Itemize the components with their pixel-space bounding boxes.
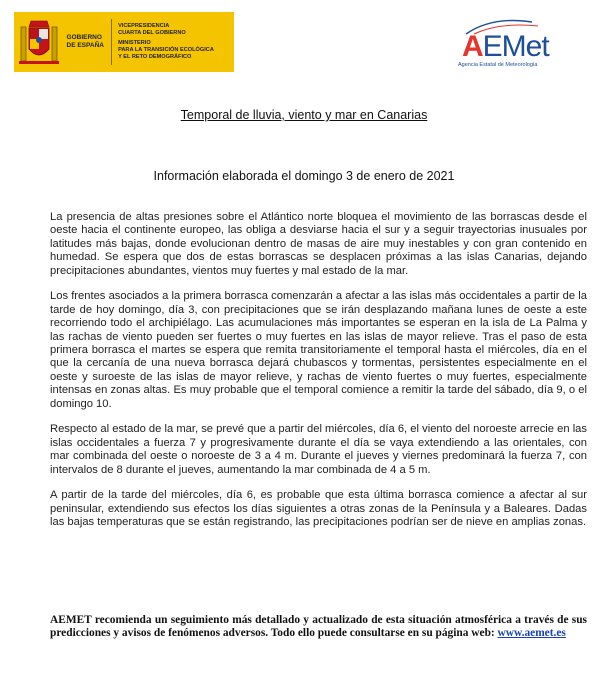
footer-text: AEMET recomienda un seguimiento más detallado y actualizado de esta situación atmosférica a través de sus predicciones y avisos de fenómenos adversos. Todo ello puede consultarse en su página web: [50, 614, 587, 640]
footer-recommendation [50, 614, 587, 641]
aemet-wordmark-rest: EMet [482, 30, 549, 63]
document-title: Temporal de lluvia, viento y mar en Canarias [180, 108, 428, 122]
paragraph: Respecto al estado de la mar, se prevé que a partir del miércoles, día 6, el viento del noroeste arrecie en las islas occidentales a fuerza 7 y progresivamente durante el día se vaya extendiendo a las orientales, con mar combinada del oeste o noroeste de 3 a 4 m. Durante el jueves y viernes predominará la fuerza 7, con intervalos de 8 durante el jueves, aumentando la mar combinada de 4 a 5 m. [50, 423, 587, 476]
document-body [50, 211, 587, 542]
aemet-subtitle: Agencia Estatal de Meteorología [458, 62, 538, 68]
paragraph: A partir de la tarde del miércoles, día 6, es probable que esta última borrasca comience a afectar al sur peninsular, extendiendo sus efectos los días siguientes a otras zonas de la Península y a Baleares. Dadas las bajas temperaturas que se están registrando, las precipitaciones podrían ser de nieve en amplias zonas. [50, 489, 587, 529]
aemet-website-link[interactable]: www.aemet.es [497, 627, 566, 640]
gov-name: GOBIERNO DE ESPAÑA [66, 34, 104, 49]
paragraph: Los frentes asociados a la primera borrasca comenzarán a afectar a las islas más occidentales a partir de la tarde de hoy domingo, día 3, con precipitaciones que se irán desplazando mañana lunes de oeste a este recorriendo todo el archipiélago. Las acumulaciones más importantes se esperan en la isla de La Palma y las rachas de viento pueden ser fuertes o muy fuertes en las islas de mayor relieve. Tras el paso de esta primera borrasca el martes se espera que remita transitoriamente el temporal hasta el miércoles, día en el que la cercanía de una nueva borrasca dejará chubascos y tormentas, persistentes especialmente en el oeste y suroeste de las islas de mayor relieve, y rachas de viento fuertes o muy fuertes, especialmente intensas en zonas altas. Es muy probable que el temporal comience a remitir la tarde del sábado, día 9, o el domingo 10. [50, 290, 587, 410]
government-logo-block [14, 12, 234, 72]
aemet-wordmark [462, 30, 549, 64]
document-subtitle: Información elaborada el domingo 3 de enero de 2021 [153, 169, 455, 183]
gov-line: Y EL RETO DEMOGRÁFICO [118, 54, 192, 60]
paragraph: La presencia de altas presiones sobre el Atlántico norte bloquea el movimiento de las borrascas desde el oeste hacia el continente europeo, las obliga a desviarse hacia el sur y a seguir trayectorias inusuales por latitudes más bajas, donde evolucionan dentro de masas de aire muy inestables y con gran contenido en humedad. Se espera que dos de estas borrascas se desplacen próximas a las islas Canarias, dejando precipitaciones abundantes, vientos muy fuertes y mal estado de la mar. [50, 211, 587, 277]
gov-ministry-text [118, 23, 234, 61]
gov-divider [111, 19, 112, 65]
aemet-wordmark-a: A [462, 30, 483, 63]
coat-of-arms-icon [18, 16, 61, 68]
gov-line: PARA LA TRANSICIÓN ECOLÓGICA [118, 47, 214, 53]
gov-line: MINISTERIO [118, 40, 151, 46]
gov-line: CUARTA DEL GOBIERNO [118, 30, 186, 36]
gov-line: VICEPRESIDENCIA [118, 23, 170, 29]
aemet-logo [452, 16, 562, 72]
